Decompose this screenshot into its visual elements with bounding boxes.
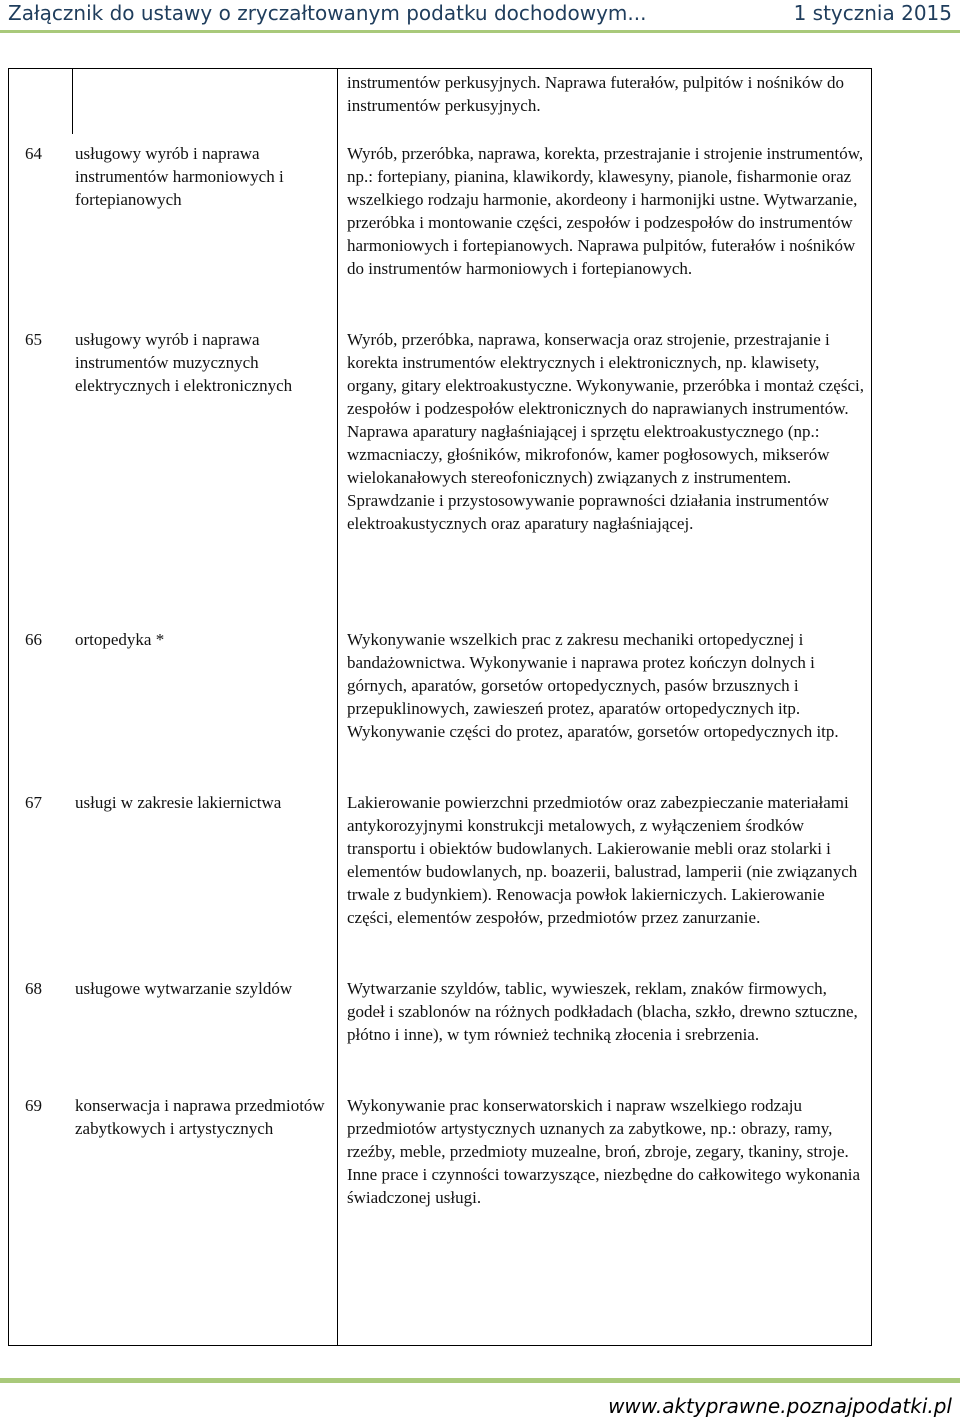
- header-divider: [0, 30, 960, 33]
- table-row-69-num: 69: [25, 1096, 42, 1115]
- table-row-67-num: 67: [25, 793, 42, 812]
- table-row-64-num: 64: [25, 144, 42, 163]
- table-row-continuation-desc: instrumentów perkusyjnych. Naprawa futerałów, pulpitów i nośników do instrumentów perkusyjnych.: [347, 73, 845, 115]
- table-row-65-name: usługowy wyrób i naprawa instrumentów muzycznych elektrycznych i elektronicznych: [75, 330, 293, 395]
- table-row-67-desc: Lakierowanie powierzchni przedmiotów oraz zabezpieczanie materiałami antykorozyjnymi konstrukcji metalowych, z wyłączeniem środków transportu i obiektów budowlanych. Lakierowanie mebli oraz stolarki i elementów budowlanych, np. boazerii, balustrad, lamperii (nie związanych trwale z budynkiem). Renowacja powłok lakierniczych. Lakierowanie części, elementów zespołów, przedmiotów przez zanurzanie.: [347, 793, 858, 927]
- table-row-68-name: usługowe wytwarzanie szyldów: [75, 979, 293, 998]
- table-row-69-name: konserwacja i naprawa przedmiotów zabytkowych i artystycznych: [75, 1096, 325, 1138]
- column-divider-left: [72, 69, 73, 134]
- table-row-69-desc: Wykonywanie prac konserwatorskich i napraw wszelkiego rodzaju przedmiotów artystycznych uznanych za zabytkowe, np.: obrazy, ramy, rzeźby, meble, przedmioty muzealne, broń, zbroje, zegary, tkaniny, stroje. Inne prace i czynności towarzyszące, niezbędne do całkowitego wykonania świadczonej usługi.: [347, 1096, 861, 1207]
- table-row-65-num: 65: [25, 330, 42, 349]
- table-row-67-name: usługi w zakresie lakiernictwa: [75, 793, 282, 812]
- footer-divider: [0, 1378, 960, 1383]
- table-row-68-num: 68: [25, 979, 42, 998]
- table-row-68-desc: Wytwarzanie szyldów, tablic, wywieszek, reklam, znaków firmowych, godeł i szablonów na różnych podkładach (blacha, szkło, drewno sztuczne, płótno i inne), w tym również techniką złocenia i srebrzenia.: [347, 979, 858, 1044]
- footer-url-link[interactable]: www.aktyprawne.poznajpodatki.pl: [608, 1394, 952, 1418]
- table-row-66-num: 66: [25, 630, 42, 649]
- table-row-66-desc: Wykonywanie wszelkich prac z zakresu mechaniki ortopedycznej i bandażownictwa. Wykonywanie i naprawa protez kończyn dolnych i górnych, aparatów, gorsetów ortopedycznych, pasów brzusznych i przepuklinowych, zawieszeń protez, aparatów ortopedycznych itp. Wykonywanie części do protez, aparatów, gorsetów ortopedycznych itp.: [347, 630, 839, 741]
- document-date: 1 stycznia 2015: [793, 1, 952, 25]
- table-row-65-desc: Wyrób, przeróbka, naprawa, konserwacja oraz strojenie, przestrajanie i korekta instrumentów elektrycznych i elektronicznych, np. klawisety, organy, gitary elektroakustyczne. Wykonywanie, przeróbka i montaż części, zespołów i podzespołów elektronicznych do naprawianych instrumentów. Naprawa aparatury nagłaśniającej i sprzętu elektroakustycznego (np.: wzmacniaczy, głośników, mikrofonów, kamer pogłosowych, mikserów wielokanałowych stereofonicznych) związanych z instrumentem. Sprawdzanie i przystosowywanie poprawności działania instrumentów elektroakustycznych oraz aparatury nagłaśniającej.: [347, 330, 864, 533]
- table-row-66-name: ortopedyka *: [75, 630, 165, 649]
- column-divider-right: [337, 69, 338, 1345]
- page-header: [0, 0, 960, 32]
- services-table: [8, 68, 872, 1346]
- document-title: Załącznik do ustawy o zryczałtowanym podatku dochodowym...: [8, 1, 647, 25]
- table-row-64-desc: Wyrób, przeróbka, naprawa, korekta, przestrajanie i strojenie instrumentów, np.: fortepiany, pianina, klawikordy, klawesyny, pianole, fisharmonie oraz wszelkiego rodzaju harmonie, akordeony i harmonijki ustne. Wytwarzanie, przeróbka i montowanie części, zespołów i podzespołów do instrumentów harmoniowych i fortepianowych. Naprawa pulpitów, futerałów i nośników do instrumentów harmoniowych i fortepianowych.: [347, 144, 864, 278]
- table-row-64-name: usługowy wyrób i naprawa instrumentów harmoniowych i fortepianowych: [75, 144, 284, 209]
